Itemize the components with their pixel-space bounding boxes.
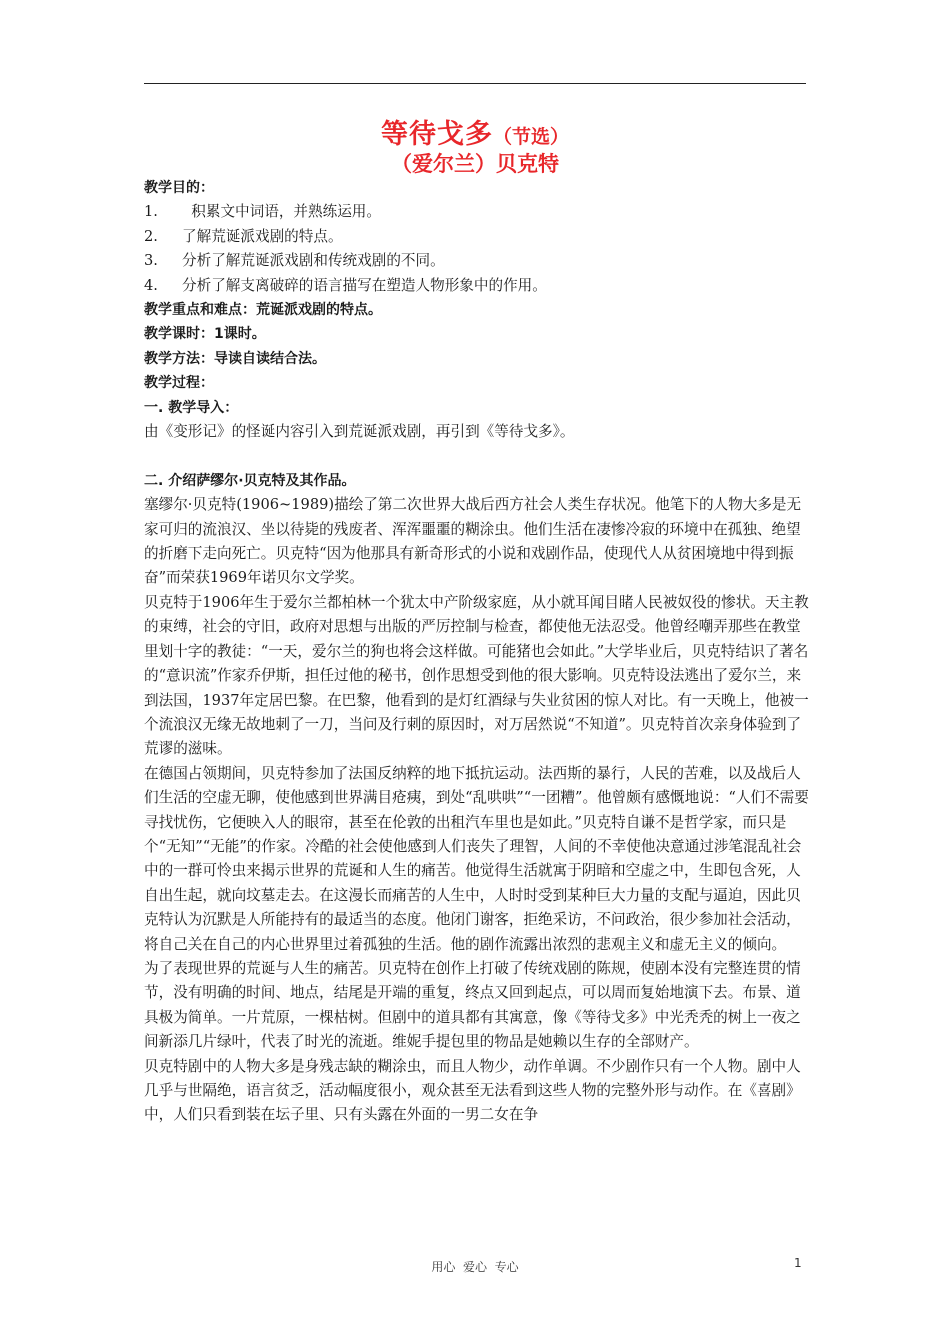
- page-number: 1: [794, 1256, 802, 1270]
- paragraph: 塞缪尔·贝克特(1906~1989)描绘了第二次世界大战后西方社会人类生存状况。他笔下的人物大多是无家可归的流浪汉、坐以待毙的残废者、浑浑噩噩的糊涂虫。他们生活在凄惨冷寂的环境中在孤独、绝望的折磨下走向死亡。贝克特“因为他那具有新奇形式的小说和戏剧作品，使现代人从贫困境地中得到振奋”而荣获1969年诺贝尔文学奖。: [144, 496, 802, 587]
- document-body: [144, 176, 812, 1128]
- spacer: [144, 444, 812, 468]
- teaching-method: 教学方法：导读自读结合法。: [144, 350, 326, 367]
- page-title: [144, 119, 806, 153]
- objective-item: [144, 249, 812, 273]
- title-author: （爱尔兰）贝克特: [391, 152, 559, 176]
- objective-text: 分析了解支离破碎的语言描写在塑造人物形象中的作用。: [182, 276, 547, 294]
- key-points: 教学重点和难点：荒诞派戏剧的特点。: [144, 302, 382, 319]
- paragraph: 贝克特于1906年生于爱尔兰都柏林一个犹太中产阶级家庭，从小就耳闻目睹人民被奴役的惨状。天主教的束缚，社会的守旧，政府对思想与出版的严厉控制与检查，都使他无法忍受。他曾经嘲弄那些在教堂里划十字的教徒：“一天，爱尔兰的狗也将会这样做。可能猪也会如此。”大学毕业后，贝克特结识了著名的“意识流”作家乔伊斯，担任过他的秘书，创作思想受到他的很大影响。贝克特设法逃出了爱尔兰，来到法国，1937年定居巴黎。在巴黎，他看到的是灯红酒绿与失业贫困的惊人对比。有一天晚上，他被一个流浪汉无缘无故地刺了一刀，当问及行刺的原因时，对万居然说“不知道”。贝克特首次亲身体验到了荒谬的滋味。: [144, 593, 809, 758]
- paragraph: 在德国占领期间，贝克特参加了法国反纳粹的地下抵抗运动。法西斯的暴行，人民的苦难，以及战后人们生活的空虚无聊，使他感到世界满目疮痍，到处“乱哄哄”“一团糟”。他曾颇有感慨地说：“人们不需要寻找忧伤，它便映入人的眼帘，甚至在伦敦的出租汽车里也是如此。”贝克特自谦不是哲学家，而只是个“无知”“无能”的作家。冷酷的社会使他感到人们丧失了理智，人间的不幸使他决意通过涉笔混乱社会中的一群可怜虫来揭示世界的荒诞和人生的痛苦。他觉得生活就寓于阴暗和空虚之中，生即包含死，人自出生起，就向坟墓走去。在这漫长而痛苦的人生中，人时时受到某种巨大力量的支配与逼迫，因此贝克特认为沉默是人所能持有的最适当的态度。他闭门谢客，拒绝采访，不问政治，很少参加社会活动，将自己关在自己的内心世界里过着孤独的生活。他的剧作流露出浓烈的悲观主义和虚无主义的倾向。: [144, 764, 809, 953]
- objective-text: 了解荒诞派戏剧的特点。: [182, 227, 343, 245]
- objective-text: 分析了解荒诞派戏剧和传统戏剧的不同。: [182, 252, 445, 270]
- objectives-heading: 教学目的：: [144, 180, 214, 196]
- objective-number: 2.: [144, 227, 158, 245]
- section2-heading: 二. 介绍萨缪尔·贝克特及其作品。: [144, 472, 356, 489]
- footer-motto: 用心 爱心 专心: [431, 1260, 519, 1274]
- section1-heading: 一. 教学导入：: [144, 399, 239, 416]
- title-main: 等待戈多: [380, 119, 493, 150]
- objective-text: 积累文中词语，并熟练运用。: [182, 203, 381, 221]
- objective-item: [144, 225, 812, 249]
- paragraph: 为了表现世界的荒诞与人生的痛苦。贝克特在创作上打破了传统戏剧的陈规，使剧本没有完整连贯的情节，没有明确的时间、地点，结尾是开端的重复，终点又回到起点，可以周而复始地演下去。布景、道具极为简单。一片荒原，一棵枯树。但剧中的道具都有其寓意，像《等待戈多》中光秃秃的树上一夜之间新添几片绿叶，代表了时光的流逝。维妮手提包里的物品是她赖以生存的全部财产。: [144, 959, 801, 1051]
- class-hours: 教学课时：1课时。: [144, 326, 266, 343]
- header-rule: [144, 83, 806, 84]
- objective-item: [144, 200, 812, 224]
- objective-number: 4.: [144, 276, 158, 294]
- objective-number: 1.: [144, 203, 158, 221]
- paragraph: 贝克特剧中的人物大多是身残志缺的糊涂虫，而且人物少，动作单调。不少剧作只有一个人物。剧中人几乎与世隔绝，语言贫乏，活动幅度很小，观众甚至无法看到这些人物的完整外形与动作。在《喜剧》中，人们只看到装在坛子里、只有头露在外面的一男二女在争: [144, 1057, 801, 1124]
- objective-item: [144, 274, 812, 298]
- section1-text: 由《变形记》的怪诞内容引入到荒诞派戏剧，再引到《等待戈多》。: [144, 423, 575, 441]
- process-heading: 教学过程：: [144, 375, 214, 392]
- objective-number: 3.: [144, 252, 158, 270]
- title-subtitle: （节选）: [492, 126, 569, 148]
